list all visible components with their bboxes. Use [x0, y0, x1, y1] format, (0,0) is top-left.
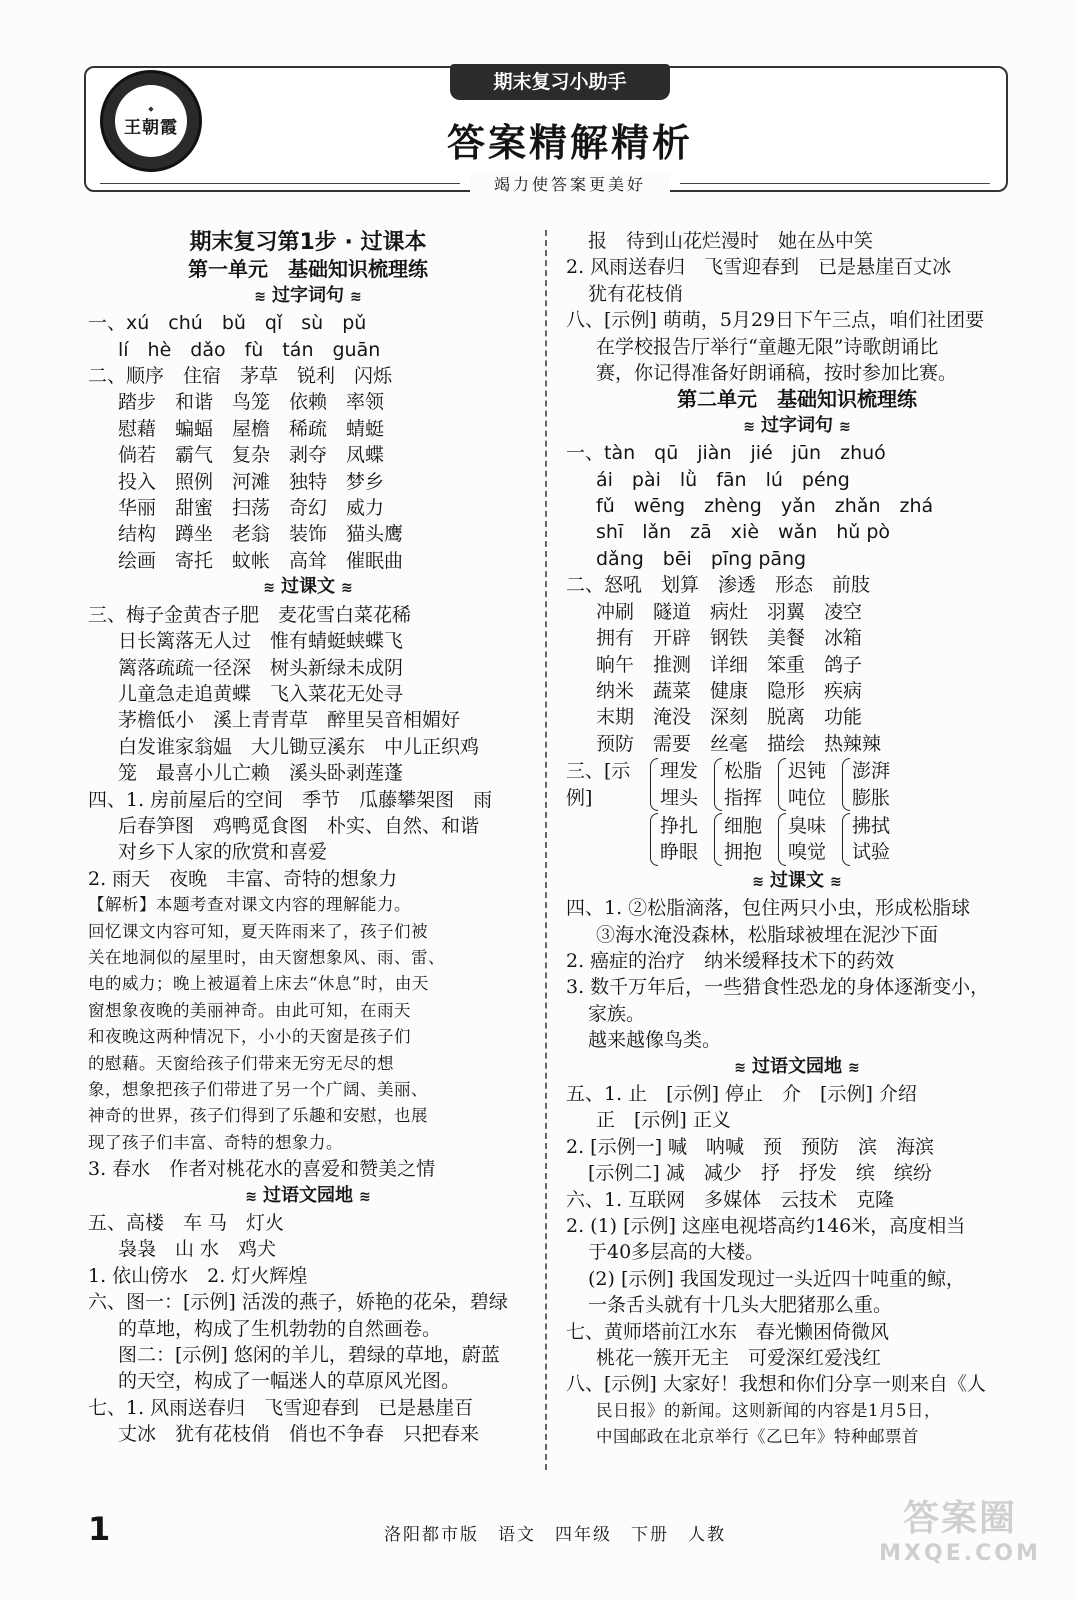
brace-mark: [714, 758, 722, 811]
brace-mark: [650, 813, 658, 866]
answer-line: 2. [示例一] 喊 呐喊 预 预防 滨 海滨: [566, 1135, 935, 1158]
slogan-rule-left: [100, 183, 460, 184]
brace-mark: [778, 758, 786, 811]
pinyin-line: ái pài lǜ fān lú péng: [596, 468, 850, 491]
word: 松脂: [724, 760, 763, 783]
watermark-line-1: 答案圈: [902, 1498, 1017, 1539]
section-heading: [88, 283, 528, 310]
publisher-logo: ◆ 王朝霞: [100, 70, 202, 172]
answer-line: 中国邮政在北京举行《乙巳年》特种邮票首: [596, 1427, 919, 1447]
answer-line: 越来越像鸟类。: [588, 1029, 722, 1052]
wave-ornament: ≋: [341, 580, 353, 597]
answer-line: 六、图一：[示例] 活泼的燕子，娇艳的花朵，碧绿: [88, 1291, 508, 1314]
section-heading: [88, 574, 528, 601]
page-title: 答案精解精析: [446, 121, 693, 165]
answer-line: 冲刷 隧道 病灶 羽翼 凌空: [596, 600, 863, 623]
wave-ornament: ≋: [734, 1059, 746, 1076]
word: 睁眼: [660, 841, 699, 864]
edition-info: 洛阳都市版 语文 四年级 下册 人教: [384, 1525, 726, 1545]
section-heading-text: 过语文园地: [752, 1055, 842, 1077]
section-heading: [566, 1054, 1028, 1081]
pinyin-line: fǔ wēng zhèng yǎn zhǎn zhá: [596, 495, 934, 518]
group-label: [566, 813, 650, 866]
answer-line: 在学校报告厅举行“童趣无限”诗歌朗诵比: [596, 335, 939, 358]
answer-line: 现了孩子们丰富、奇特的想象力。: [88, 1132, 343, 1152]
word: 吨位: [788, 786, 827, 809]
word: 迟钝: [788, 760, 827, 783]
step-title: 期末复习第1步 · 过课本: [189, 230, 427, 255]
brace-mark: [650, 758, 658, 811]
answer-line: 3. 春水 作者对桃花水的喜爱和赞美之情: [88, 1158, 436, 1181]
unit-title: 第一单元 基础知识梳理练: [188, 257, 428, 282]
answer-line: 预防 需要 丝毫 描绘 热辣辣: [596, 732, 882, 755]
answer-line: 八、[示例] 萌萌，5月29日下午三点，咱们社团要: [566, 309, 985, 332]
answer-line: 一条舌头就有十几头大肥猪那么重。: [588, 1294, 893, 1317]
pinyin-line: 一、tàn qū jiàn jié jūn zhuó: [566, 442, 886, 465]
answer-line: 【解析】本题考查对课文内容的理解能力。: [88, 895, 411, 915]
answer-line: 六、1. 互联网 多媒体 云技术 克隆: [566, 1188, 895, 1211]
wave-ornament: ≋: [839, 418, 851, 435]
word: 细胞: [724, 814, 763, 837]
answer-line: 于40多层高的大楼。: [588, 1241, 765, 1264]
section-heading: [88, 1183, 528, 1210]
answer-line: 绘画 寄托 蚊帐 高耸 催眠曲: [118, 549, 404, 572]
brace-mark: [714, 813, 722, 866]
word: 膨胀: [852, 786, 891, 809]
answer-line: 七、1. 风雨送春归 飞雪迎春到 已是悬崖百: [88, 1396, 474, 1419]
answer-line: 对乡下人家的欣赏和喜爱: [118, 841, 328, 864]
answer-line: 桃花一簇开无主 可爱深红爱浅红: [596, 1347, 882, 1370]
brace-mark: [842, 758, 850, 811]
answer-line: 笼 最喜小儿亡赖 溪头卧剥莲蓬: [118, 762, 404, 785]
word-pair: [788, 758, 826, 811]
brace-mark: [842, 813, 850, 866]
answer-line: 的草地，构成了生机勃勃的自然画卷。: [118, 1317, 442, 1340]
answer-line: 报 待到山花烂漫时 她在丛中笑: [588, 230, 874, 252]
unit-title: 第二单元 基础知识梳理练: [677, 387, 917, 412]
answer-line: 四、1. ②松脂滴落，包住两只小虫，形成松脂球: [566, 897, 971, 920]
left-column: [88, 228, 528, 1448]
answer-line: 回忆课文内容可知，夏天阵雨来了，孩子们被: [88, 921, 428, 941]
answer-line: 篱落疏疏一径深 树头新绿未成阴: [118, 656, 404, 679]
answer-line: 1. 依山傍水 2. 灯火辉煌: [88, 1264, 308, 1287]
answer-line: 三、梅子金黄杏子肥 麦花雪白菜花稀: [88, 603, 412, 626]
answer-line: 3. 数千万年后，一些猎食性恐龙的身体逐渐变小，: [566, 976, 990, 999]
answer-line: 民日报》的新闻。这则新闻的内容是1月5日，: [596, 1400, 941, 1420]
header-ribbon: 期末复习小助手: [450, 64, 670, 100]
word: 理发: [660, 760, 699, 783]
section-heading: [566, 413, 1028, 440]
group-label: 三、[示例]: [566, 760, 631, 809]
section-heading: [566, 868, 1028, 895]
answer-line: (2) [示例] 我国发现过一头近四十吨重的鲸，: [588, 1267, 965, 1290]
right-column: [566, 228, 1028, 1451]
word-pair: [852, 813, 890, 866]
word: 澎湃: [852, 760, 891, 783]
answer-line: 电的威力；晚上被逼着上床去“休息”时，由天: [88, 974, 429, 994]
word-pair: [852, 758, 890, 811]
answer-line: 七、黄师塔前江水东 春光懒困倚微风: [566, 1320, 890, 1343]
page-number: 1: [88, 1510, 111, 1548]
answer-line: 的天空，构成了一幅迷人的草原风光图。: [118, 1370, 461, 1393]
page-footer: [84, 1510, 1004, 1550]
pinyin-line: shī lǎn zā xiè wǎn hǔ pò: [596, 521, 891, 544]
watermark-line-2: MXQE.COM: [879, 1541, 1041, 1566]
word: 臭味: [788, 814, 827, 837]
answer-line: 儿童急走追黄蝶 飞入菜花无处寻: [118, 682, 404, 705]
answer-line: 关在地洞似的屋里时，由天窗想象风、雨、雷、: [88, 947, 445, 967]
answer-line: 华丽 甜蜜 扫荡 奇幻 威力: [118, 497, 385, 520]
answer-line: 结构 蹲坐 老翁 装饰 猫头鹰: [118, 523, 404, 546]
answer-line: 和夜晚这两种情况下，小小的天窗是孩子们: [88, 1027, 411, 1047]
answer-line: ③海水淹没森林，松脂球被埋在泥沙下面: [596, 923, 939, 946]
section-heading-text: 过字词句: [761, 414, 833, 436]
answer-line: 五、1. 止 [示例] 停止 介 [示例] 介绍: [566, 1083, 917, 1105]
word-group-row: [566, 813, 1028, 866]
answer-line: 家族。: [588, 1002, 646, 1025]
section-heading-text: 过字词句: [272, 284, 344, 306]
word-pair: [724, 758, 762, 811]
answer-line: 晌午 推测 详细 笨重 鸽子: [596, 653, 863, 676]
word-pair: [788, 813, 826, 866]
answer-line: 拥有 开辟 钢铁 美餐 冰箱: [596, 627, 863, 650]
wave-ornament: ≋: [743, 418, 755, 435]
section-heading-text: 过语文园地: [263, 1184, 353, 1206]
wave-ornament: ≋: [359, 1188, 371, 1205]
word: 挣扎: [660, 814, 699, 837]
answer-line: 窗想象夜晚的美丽神奇。由此可知，在雨天: [88, 1000, 411, 1020]
pinyin-line: dǎng bēi pīng pāng: [596, 547, 807, 570]
logo-text: 王朝霞: [124, 117, 178, 138]
word-group-row: [566, 758, 1028, 811]
answer-line: 神奇的世界，孩子们得到了乐趣和安慰，也展: [88, 1106, 428, 1126]
watermark: [870, 1490, 1050, 1580]
answer-line: [示例二] 减 减少 抒 抒发 缤 缤纷: [588, 1162, 932, 1185]
wave-ornament: ≋: [263, 580, 275, 597]
word: 拥抱: [724, 841, 763, 864]
answer-line: 慰藉 蝙蝠 屋檐 稀疏 蜻蜓: [118, 417, 385, 440]
answer-line: 丈冰 犹有花枝俏 俏也不争春 只把春来: [118, 1423, 480, 1446]
word-pair: [724, 813, 762, 866]
brace-mark: [778, 813, 786, 866]
answer-line: 后春笋图 鸡鸭觅食图 朴实、自然、和谐: [118, 814, 480, 837]
wave-ornament: ≋: [254, 288, 266, 305]
answer-line: 象，想象把孩子们带进了另一个广阔、美丽、: [88, 1080, 428, 1099]
wave-ornament: ≋: [752, 873, 764, 890]
slogan: 竭力使答案更美好: [470, 172, 670, 195]
answer-line: 五、高楼 车 马 灯火: [88, 1212, 285, 1235]
answer-line: 投入 照例 河滩 独特 梦乡: [118, 470, 385, 493]
wave-ornament: ≋: [245, 1188, 257, 1205]
answer-line: 日长篱落无人过 惟有蜻蜓蛱蝶飞: [118, 630, 404, 653]
word: 试验: [852, 841, 891, 864]
answer-line: 正 [示例] 正义: [596, 1109, 731, 1132]
pinyin-line: lí hè dǎo fù tán guān: [118, 338, 381, 361]
pinyin-line: 一、xú chú bǔ qǐ sù pǔ: [88, 312, 367, 335]
answer-line: 八、[示例] 大家好！我想和你们分享一则来自《人: [566, 1373, 986, 1396]
slogan-rule-right: [680, 183, 990, 184]
section-heading-text: 过课文: [281, 576, 335, 598]
answer-line: 2. 风雨送春归 飞雪迎春到 已是悬崖百丈冰: [566, 256, 952, 279]
answer-line: 白发谁家翁媪 大儿锄豆溪东 中儿正织鸡: [118, 735, 480, 758]
column-divider: [545, 230, 547, 1470]
answer-line: 袅袅 山 水 鸡犬: [118, 1238, 277, 1261]
answer-line: 的慰藉。天窗给孩子们带来无穷无尽的想: [88, 1053, 394, 1073]
word: 埋头: [660, 786, 699, 809]
answer-line: 踏步 和谐 鸟笼 依赖 率领: [118, 391, 385, 414]
answer-line: 图二：[示例] 悠闲的羊儿，碧绿的草地，蔚蓝: [118, 1344, 500, 1367]
answer-line: 倘若 霸气 复杂 剥夺 凤蝶: [118, 444, 385, 467]
answer-line: 纳米 蔬菜 健康 隐形 疾病: [596, 679, 863, 702]
word: 拂拭: [852, 814, 891, 837]
answer-line: 犹有花枝俏: [588, 282, 684, 305]
word-pair: [660, 813, 698, 866]
answer-line: 2. (1) [示例] 这座电视塔高约146米，高度相当: [566, 1215, 966, 1238]
word-pair: [660, 758, 698, 811]
answer-line: 2. 雨天 夜晚 丰富、奇特的想象力: [88, 867, 398, 890]
section-heading-text: 过课文: [770, 869, 824, 891]
wave-ornament: ≋: [350, 288, 362, 305]
word: 指挥: [724, 786, 763, 809]
wave-ornament: ≋: [848, 1059, 860, 1076]
answer-line: 二、顺序 住宿 茅草 锐利 闪烁: [88, 365, 393, 388]
answer-line: 四、1. 房前屋后的空间 季节 瓜藤攀架图 雨: [88, 788, 493, 811]
answer-line: 赛，你记得准备好朗诵稿，按时参加比赛。: [596, 362, 958, 385]
answer-line: 2. 癌症的治疗 纳米缓释技术下的药效: [566, 949, 895, 972]
word: 嗅觉: [788, 841, 827, 864]
wave-ornament: ≋: [830, 873, 842, 890]
answer-line: 末期 淹没 深刻 脱离 功能: [596, 706, 863, 729]
answer-line: 二、怒吼 划算 渗透 形态 前肢: [566, 574, 871, 597]
answer-line: 茅檐低小 溪上青青草 醉里吴音相媚好: [118, 709, 461, 732]
